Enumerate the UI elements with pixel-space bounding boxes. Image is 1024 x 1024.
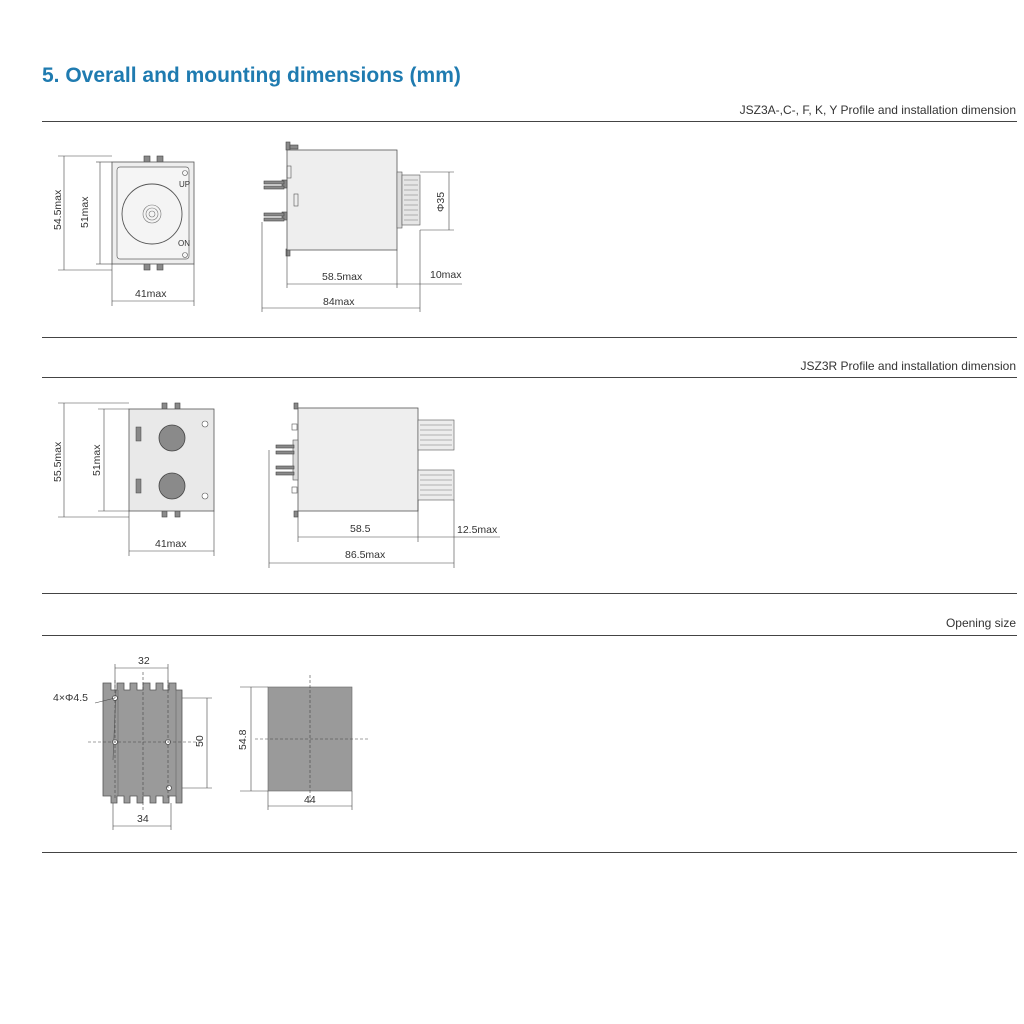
s1-side-housing <box>287 150 397 250</box>
section-2-label: JSZ3R Profile and installation dimension <box>800 359 1016 373</box>
s3-cutout-height: 54.8 <box>237 729 249 750</box>
s2-knob-length: 12.5max <box>457 524 498 536</box>
s2-knob-bottom <box>159 473 185 499</box>
s2-height-outer: 55.5max <box>52 441 64 482</box>
s3-height: 50 <box>194 735 206 747</box>
s2-height-inner: 51max <box>91 444 103 476</box>
s3-bottom-width: 34 <box>137 813 149 825</box>
s1-height-outer: 54.5max <box>52 189 64 230</box>
section-3-label: Opening size <box>945 616 1016 630</box>
s3-cutout-view <box>237 675 368 810</box>
s2-knob-top <box>159 425 185 451</box>
on-label: ON <box>178 239 190 248</box>
s2-total-length: 86.5max <box>345 549 386 561</box>
up-label: UP <box>179 180 191 189</box>
s1-width: 41max <box>135 288 167 300</box>
s2-front-view <box>52 403 214 556</box>
s1-knob-diameter: Φ35 <box>435 191 447 212</box>
s2-side-view <box>269 403 500 568</box>
s1-total-length: 84max <box>323 296 355 308</box>
s3-socket-view <box>53 655 212 830</box>
page-title: 5. Overall and mounting dimensions (mm) <box>42 64 461 87</box>
s2-body-length: 58.5 <box>350 523 371 535</box>
section-1-label: JSZ3A-,C-, F, K, Y Profile and installation dimension <box>739 103 1016 117</box>
s1-height-inner: 51max <box>79 196 91 228</box>
s3-top-width: 32 <box>138 655 150 667</box>
s1-knob-length: 10max <box>430 269 462 281</box>
s1-front-view <box>52 156 194 306</box>
s2-width: 41max <box>155 538 187 550</box>
s1-knob <box>122 184 182 244</box>
s1-body-length: 58.5max <box>322 271 363 283</box>
s2-side-housing <box>298 408 418 511</box>
s3-cutout-width: 44 <box>304 794 316 806</box>
s1-side-view <box>262 142 462 312</box>
s3-hole-spec: 4×Φ4.5 <box>53 692 88 704</box>
